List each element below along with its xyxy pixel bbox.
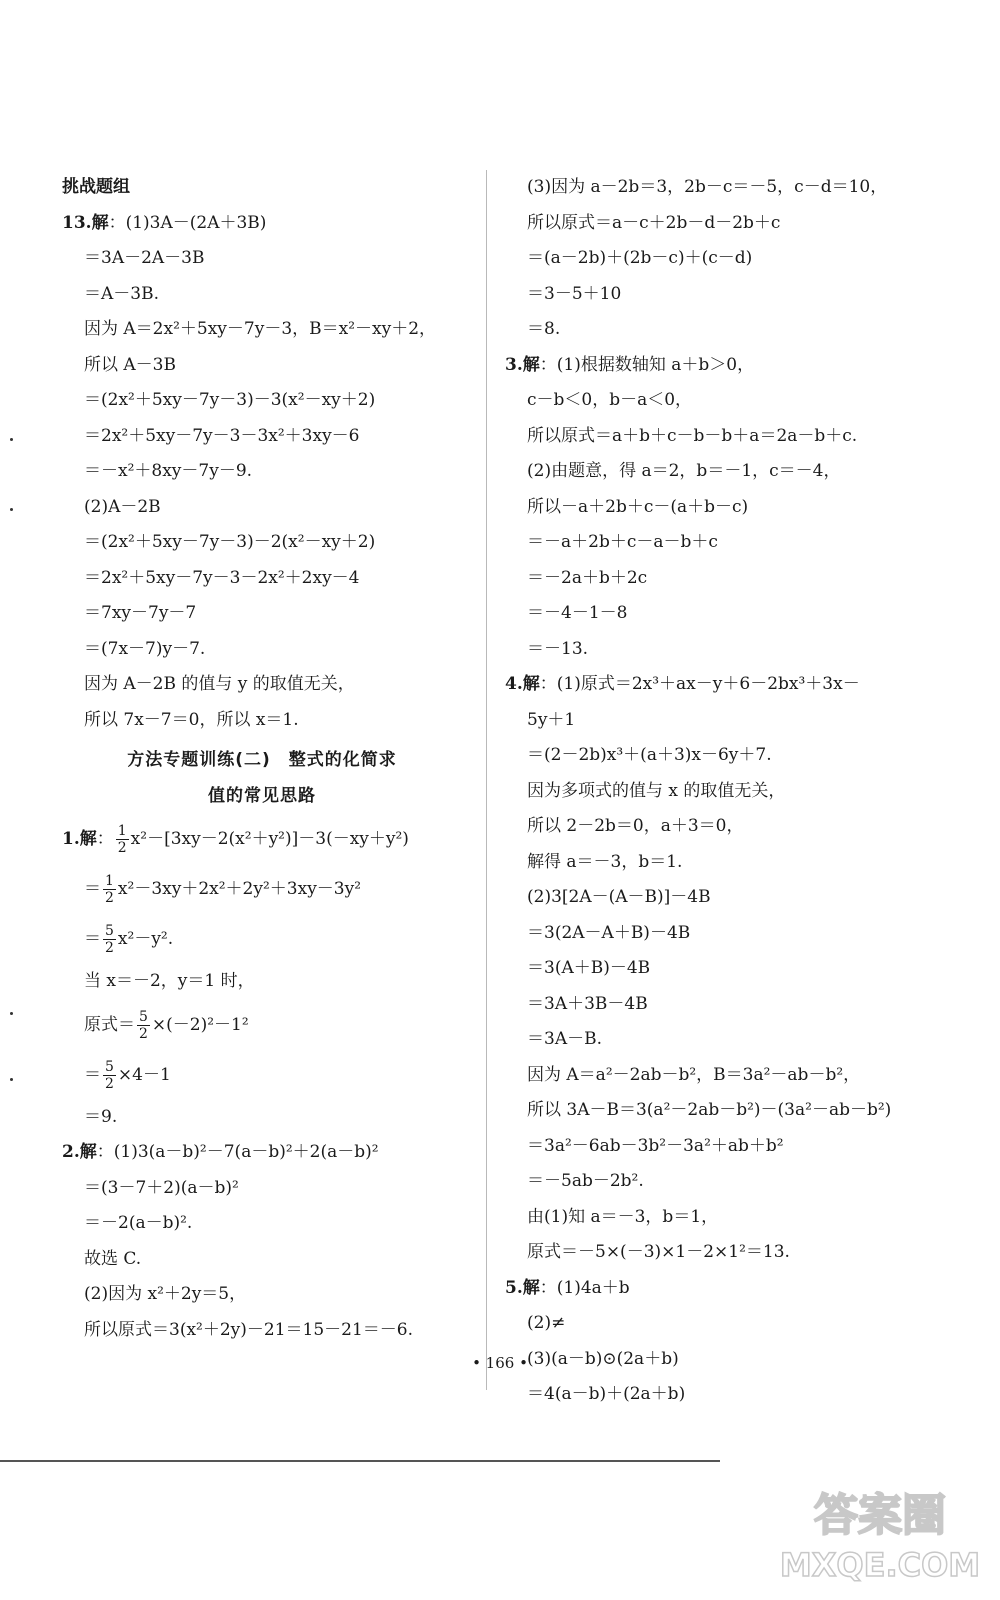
q1-line: ＝ $\frac{5}{2}$ ×4－1 — [84, 1058, 171, 1092]
q4-line: ＝3A－B. — [527, 1029, 602, 1049]
q2-line: ＝－2(a－b)². — [84, 1213, 193, 1233]
q13-line: 因为 A＝2x²＋5xy－7y－3，B＝x²－xy＋2， — [84, 319, 437, 339]
q2-cont-line: ＝3－5＋10 — [527, 283, 622, 304]
left-column — [62, 170, 462, 1348]
q13-line: ＝7xy－7y－7 — [84, 603, 197, 623]
q4-line: ＝3A＋3B－4B — [527, 993, 648, 1014]
q13-line: ＝2x²＋5xy－7y－3－3x²＋3xy－6 — [84, 425, 360, 446]
q4-line: (2)3[2A－(A－B)]－4B — [527, 887, 711, 907]
q3-line: 所以原式＝a＋b＋c－b－b＋a＝2a－b＋c. — [527, 425, 858, 446]
q2-line: 所以原式＝3(x²＋2y)－21＝15－21＝－6. — [84, 1319, 414, 1340]
q2-first-line: 2.解：(1)3(a－b)²－7(a－b)²＋2(a－b)² — [62, 1142, 379, 1162]
fraction: $\frac{5}{2}$ — [139, 1008, 148, 1042]
q2-cont-line: 所以原式＝a－c＋2b－d－2b＋c — [527, 212, 781, 233]
watermark-bottom-text: MXQE.COM — [780, 1546, 980, 1584]
q1-first-line: 1.解： $\frac{1}{2}$ x²－[3xy－2(x²＋y²)]－3(－xy＋y²) — [62, 823, 409, 856]
q13-line: (2)A－2B — [84, 496, 161, 517]
q2-cont-line: ＝(a－2b)＋(2b－c)＋(c－d) — [527, 248, 753, 268]
watermark-logo — [780, 1478, 980, 1588]
q5-first-line: 5.解：(1)4a＋b — [505, 1277, 630, 1298]
q4-line: ＝－5ab－2b². — [527, 1171, 644, 1191]
q4-line: 原式＝－5×(－3)×1－2×1²＝13. — [527, 1242, 790, 1262]
q2-cont-line: (3)因为 a－2b＝3，2b－c＝－5，c－d＝10， — [527, 177, 888, 197]
watermark-top-text: 答案圈 — [814, 1490, 946, 1541]
q4-line: ＝3(2A－A＋B)－4B — [527, 922, 691, 943]
q3-line: ＝－2a＋b＋2c — [527, 567, 648, 588]
q2-line: 故选 C. — [84, 1248, 142, 1269]
q4-line: 所以 3A－B＝3(a²－2ab－b²)－(3a²－ab－b²) — [527, 1100, 892, 1120]
q1-line: 当 x＝－2，y＝1 时， — [84, 971, 255, 991]
q4-line: 因为多项式的值与 x 的取值无关， — [527, 780, 786, 801]
fraction: $\frac{1}{2}$ — [105, 873, 114, 906]
q5-line: (3)(a－b)⊙(2a＋b) — [527, 1348, 679, 1369]
q13-line: 因为 A－2B 的值与 y 的取值无关， — [84, 674, 355, 694]
q5-line: ＝4(a－b)＋(2a＋b) — [527, 1384, 686, 1404]
margin-mark — [10, 508, 13, 511]
section-title-line-1: 方法专题训练(二) 整式的化简求 — [127, 750, 397, 770]
q3-line: ＝－4－1－8 — [527, 603, 628, 623]
q2-cont-line: ＝8. — [527, 319, 561, 339]
fraction: $\frac{5}{2}$ — [105, 1058, 114, 1092]
q4-line: 所以 2－2b＝0，a＋3＝0， — [527, 816, 744, 836]
q1-line: 原式＝ $\frac{5}{2}$ ×(－2)²－1² — [84, 1008, 249, 1042]
q4-line: ＝(2－2b)x³＋(a＋3)x－6y＋7. — [527, 745, 772, 765]
q3-line: (2)由题意，得 a＝2，b＝－1，c＝－4， — [527, 461, 841, 481]
section-title-line-2: 值的常见思路 — [208, 786, 316, 806]
q2-line: ＝(3－7＋2)(a－b)² — [84, 1177, 239, 1198]
right-column — [505, 170, 925, 1413]
q4-line: 由(1)知 a＝－3，b＝1， — [527, 1206, 719, 1227]
q1-line: ＝ $\frac{1}{2}$ x²－3xy＋2x²＋2y²＋3xy－3y² — [84, 873, 362, 906]
fraction: $\frac{1}{2}$ — [117, 823, 127, 856]
fraction: $\frac{5}{2}$ — [105, 923, 114, 956]
q13-line: ＝(2x²＋5xy－7y－3)－3(x²－xy＋2) — [84, 390, 376, 410]
bottom-rule — [0, 1460, 720, 1462]
section-header: 挑战题组 — [62, 177, 130, 197]
margin-mark — [10, 1012, 13, 1015]
q13-line: ＝3A－2A－3B — [84, 248, 205, 268]
q4-line: ＝3a²－6ab－3b²－3a²＋ab＋b² — [527, 1135, 784, 1156]
column-divider — [486, 170, 487, 1390]
q1-line: ＝9. — [84, 1106, 118, 1127]
q2-line: (2)因为 x²＋2y＝5， — [84, 1284, 247, 1304]
q13-line: ＝2x²＋5xy－7y－3－2x²＋2xy－4 — [84, 567, 360, 588]
q3-first-line: 3.解：(1)根据数轴知 a＋b＞0， — [505, 354, 755, 375]
q5-line: (2)≠ — [527, 1313, 566, 1333]
q13-line: ＝－x²＋8xy－7y－9. — [84, 461, 253, 481]
q1-line: ＝ $\frac{5}{2}$ x²－y². — [84, 923, 174, 956]
q13-line: ＝A－3B. — [84, 283, 159, 304]
q4-line: 5y＋1 — [527, 709, 576, 730]
q13-line: 所以 A－3B — [84, 354, 176, 375]
q3-line: c－b＜0，b－a＜0， — [527, 390, 693, 410]
q13-line: ＝(2x²＋5xy－7y－3)－2(x²－xy＋2) — [84, 532, 376, 552]
page-number: • 166 • — [472, 1354, 528, 1372]
q4-line: 解得 a＝－3，b＝1. — [527, 851, 683, 872]
q4-first-line: 4.解：(1)原式＝2x³＋ax－y＋6－2bx³＋3x－ — [505, 674, 860, 694]
q3-line: ＝－13. — [527, 638, 589, 659]
q4-line: ＝3(A＋B)－4B — [527, 958, 651, 978]
q4-line: 因为 A＝a²－2ab－b²，B＝3a²－ab－b²， — [527, 1064, 861, 1085]
q3-line: ＝－a＋2b＋c－a－b＋c — [527, 532, 718, 552]
margin-mark — [10, 1078, 13, 1081]
margin-mark — [10, 438, 13, 441]
q13-line: 所以 7x－7＝0，所以 x＝1. — [84, 709, 299, 730]
q13-line: ＝(7x－7)y－7. — [84, 638, 206, 659]
q3-line: 所以－a＋2b＋c－(a＋b－c) — [527, 496, 749, 517]
q13-first-line: 13.解：(1)3A－(2A＋3B) — [62, 212, 267, 233]
